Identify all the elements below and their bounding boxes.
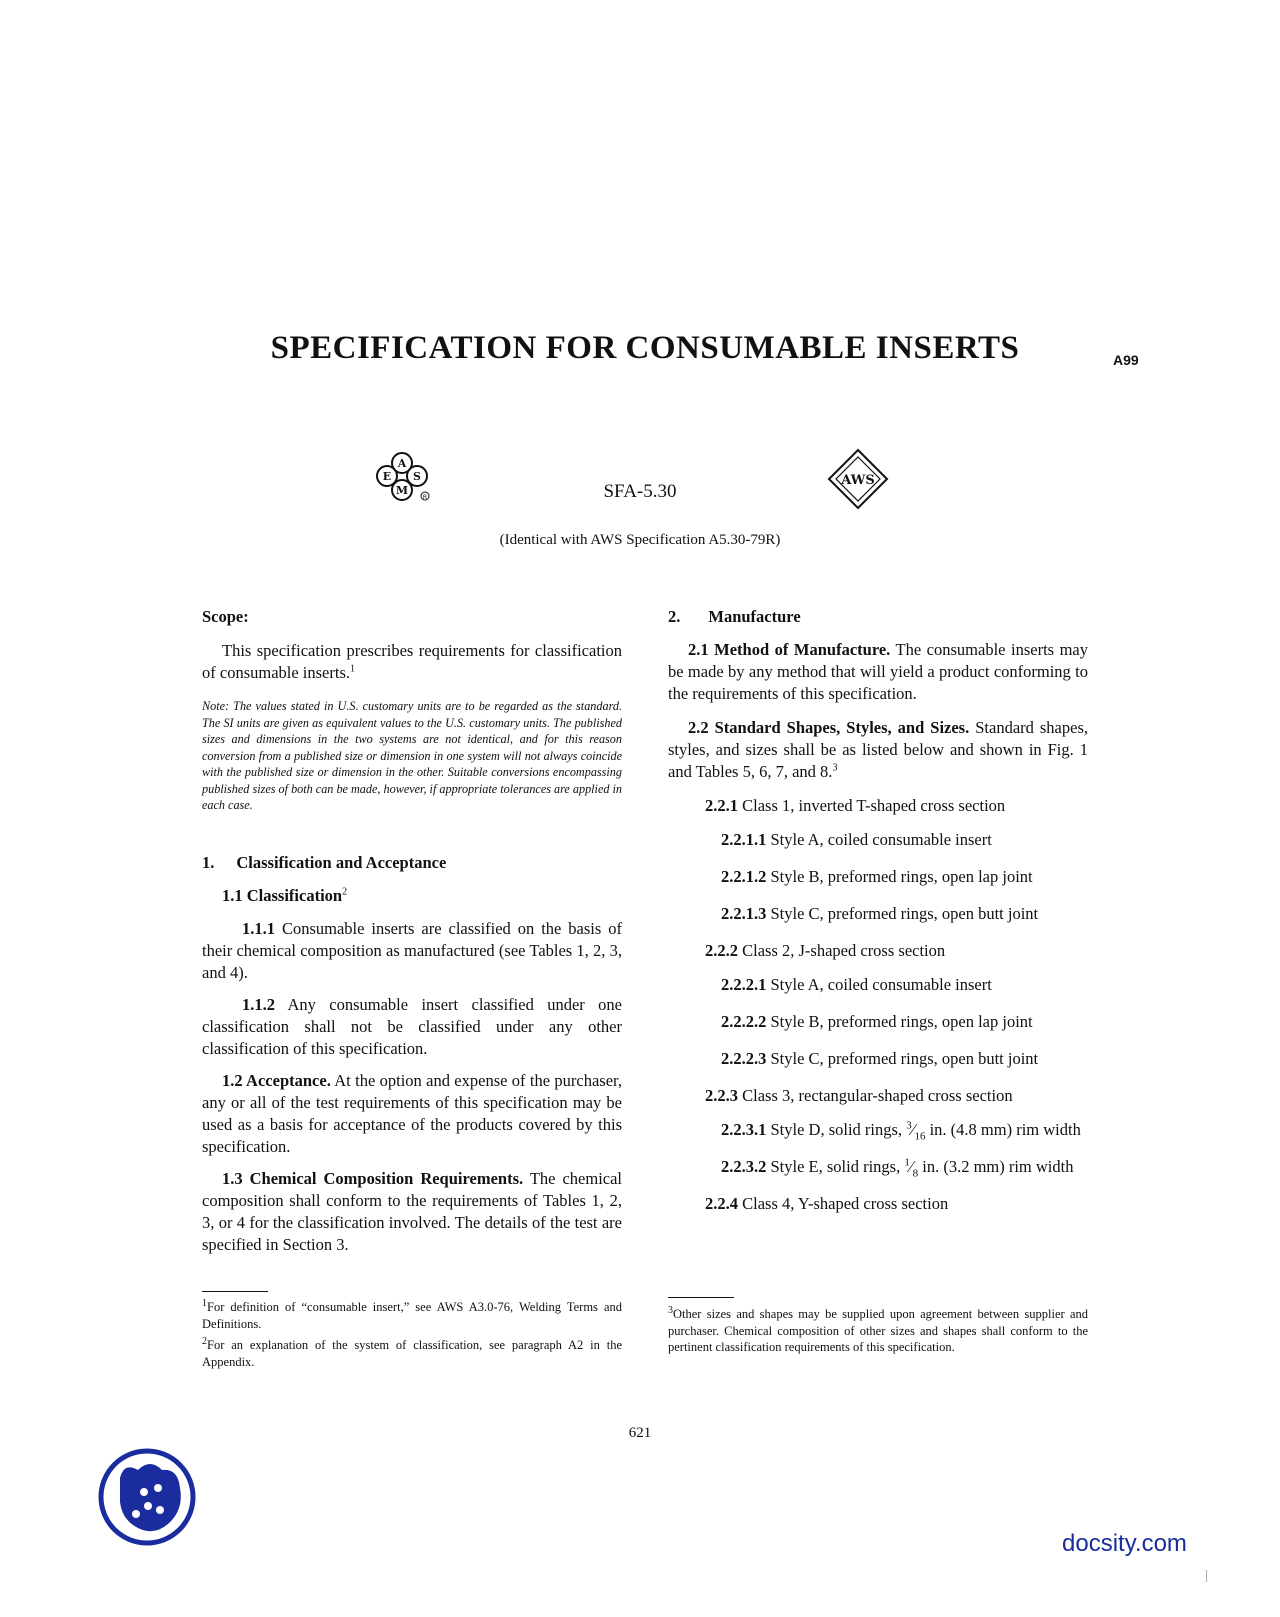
item-2-2-3-2: 2.2.3.2 Style E, solid rings, $^1⁄_8$ in. (3.2 mm) rim width [721, 1156, 1074, 1180]
section-1-1-1: 1.1.1 Consumable inserts are classified on the basis of their chemical composition as manufactured (see Tables 1, 2, 3, and 4). [202, 918, 622, 982]
spec-number: SFA-5.30 [603, 481, 677, 502]
section-1-1-heading: 1.1 Classification$^2$ [222, 885, 348, 905]
svg-text:A: A [397, 457, 407, 470]
section-1-3: 1.3 Chemical Composition Requirements. The chemical composition shall conform to the requirements of Tables 1, 2, 3, or 4 for the classification involved. The details of the test are specified in Section 3. [202, 1168, 623, 1254]
svg-text:M: M [395, 484, 409, 497]
item-2-2-1: 2.2.1 Class 1, inverted T-shaped cross section [705, 796, 1006, 815]
item-2-2-2-3: 2.2.2.3 Style C, preformed rings, open butt joint [721, 1049, 1039, 1068]
docsity-watermark[interactable]: docsity.com [1062, 1530, 1187, 1557]
item-2-2-1-2: 2.2.1.2 Style B, preformed rings, open lap joint [721, 867, 1033, 886]
footnote-rule [202, 1291, 268, 1292]
right-column [668, 606, 1088, 1215]
edge-tick [1206, 1570, 1207, 1582]
left-column [202, 606, 622, 1256]
section-1-2: 1.2 Acceptance. At the option and expense of the purchaser, any or all of the test requirements of this specification may be used as a basis for acceptance of the products covered by this specification. [202, 1070, 622, 1156]
section-2-1: 2.1 Method of Manufacture. The consumable inserts may be made by any method that will yield a product conforming to the requirements of this specification. [668, 640, 1088, 703]
footnote-rule [668, 1297, 734, 1298]
item-2-2-1-3: 2.2.1.3 Style C, preformed rings, open butt joint [721, 904, 1039, 923]
footnote-3: $^3$Other sizes and shapes may be supplied upon agreement between supplier and purchaser. Chemical composition of other sizes and shapes shall conform to the pertinent classification requirements of this specification. [668, 1304, 1088, 1354]
docsity-owl-logo [98, 1448, 196, 1546]
section-2-2: 2.2 Standard Shapes, Styles, and Sizes. Standard shapes, styles, and sizes shall be as listed below and shown in Fig. 1 and Tables 5, 6, 7, and 8.$^3$ [668, 718, 1088, 781]
revision-mark: A99 [1113, 352, 1139, 368]
item-2-2-3: 2.2.3 Class 3, rectangular-shaped cross section [705, 1086, 1013, 1105]
svg-text:R: R [422, 494, 428, 501]
item-2-2-2-2: 2.2.2.2 Style B, preformed rings, open lap joint [721, 1012, 1033, 1031]
item-2-2-4: 2.2.4 Class 4, Y-shaped cross section [705, 1194, 949, 1213]
item-2-2-1-1: 2.2.1.1 Style A, coiled consumable insert [721, 830, 992, 849]
item-2-2-3-1: 2.2.3.1 Style D, solid rings, $^3⁄_{16}$ in. (4.8 mm) rim width [721, 1119, 1081, 1143]
scope-heading: Scope: [202, 607, 249, 626]
footnote-1: $^1$For definition of “consumable insert,” see AWS A3.0-76, Welding Terms and Definitions. [202, 1297, 622, 1331]
units-note: Note: The values stated in U.S. customary units are to be regarded as the standard. The SI units are given as equivalent values to the U.S. customary units. The published sizes and dimensions in the two systems are not identical, and for this reason conversion from a published size or dimension in one system will not always coincide with the published size or dimension in the other. Suitable conversions encompassing published sizes of both can be made, however, if appropriate tolerances are applied in each case. [202, 699, 622, 812]
svg-text:E: E [382, 470, 392, 483]
item-2-2-2-1: 2.2.2.1 Style A, coiled consumable insert [721, 975, 992, 994]
section-1-1-2: 1.1.2 Any consumable insert classified under one classification shall not be classified under any other classification of this specification. [202, 994, 622, 1058]
section-2-heading: 2. Manufacture [668, 607, 801, 626]
right-footnotes [668, 1297, 1088, 1356]
aws-logo [827, 448, 889, 510]
svg-text:S: S [413, 470, 421, 483]
section-1-heading: 1. Classification and Acceptance [202, 852, 447, 872]
left-footnotes [202, 1291, 622, 1370]
scope-paragraph: This specification prescribes requirements for classification of consumable inserts.$^1$ [202, 641, 622, 682]
svg-text:AWS: AWS [841, 473, 875, 488]
item-2-2-2: 2.2.2 Class 2, J-shaped cross section [705, 941, 946, 960]
page-number: 621 [628, 1425, 652, 1441]
footnote-2: $^2$For an explanation of the system of classification, see paragraph A2 in the Appendix. [202, 1335, 622, 1369]
page-title: SPECIFICATION FOR CONSUMABLE INSERTS [270, 330, 1020, 366]
identical-note: (Identical with AWS Specification A5.30-79R) [499, 532, 781, 548]
